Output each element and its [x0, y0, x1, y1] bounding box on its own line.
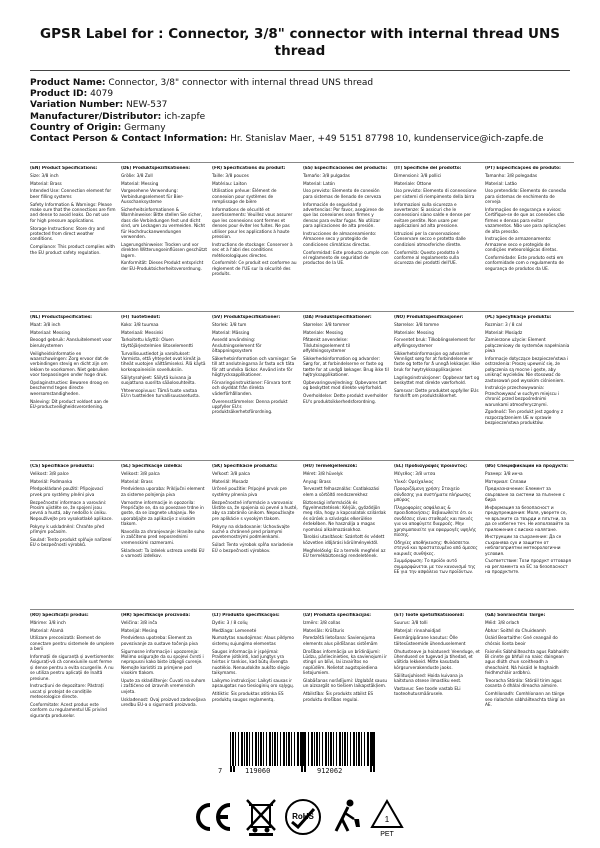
spec-text: Conformidad: Este producto cumple con el reglamento de seguridad de productos de la UE.: [303, 250, 389, 267]
spec-text: Materiale: Ottone: [394, 181, 432, 187]
label-title: GPSR Label for : Connector, 3/8" connector with internal thread UNS thread: [40, 26, 560, 59]
spec-text: Opbevaringsvejledning: Opbevares tørt og beskyttet mod direkte vejrforhold.: [303, 381, 387, 392]
spec-heading: (FI) Tuotetiedot:: [121, 315, 161, 320]
spec-heading: (HU) Termékjellemzők:: [303, 464, 358, 469]
spec-text: Materijal: Mesing: [121, 628, 158, 634]
info-row: [30, 78, 575, 89]
spec-cell: [303, 315, 389, 457]
spec-text: Drošības informācija un brīdinājumi: Lūdzu, pārliecinieties, ka savienojumi ir stingri un blīvi, lai izvairītos no noplūdēm. Nelietot augstspiediena lietojumiem.: [303, 649, 388, 677]
barcode-digits-mid: 119060: [242, 767, 273, 775]
spec-cell: [212, 166, 298, 308]
spec-text: Información de seguridad y advertencias: Por favor, asegúrese de que las conexiones sean firmes y densas para evitar fugas. No utilizar para aplicaciones de alta presión.: [303, 202, 384, 230]
pet-label: PET: [380, 831, 394, 837]
spec-text: Vastavus: See toode vastab ELi tooteohutusmäärusele.: [394, 686, 461, 698]
spec-heading: (HR) Specifikacije proizvoda:: [121, 613, 191, 618]
info-value: Germany: [124, 122, 166, 133]
barcode-digits-right: 912062: [314, 767, 345, 775]
spec-cell: [121, 315, 207, 457]
spec-text: Avsedd användning: Anslutningselement för öltappningssystem: [212, 338, 262, 355]
spec-cell: [394, 464, 480, 606]
spec-grid: [30, 162, 574, 758]
spec-cell: [30, 613, 116, 755]
barcode-digit-left: 7: [218, 767, 223, 775]
spec-text: Ábhar: Soithíl do Chuideamh: [485, 628, 546, 634]
spec-text: Koko: 3/8 tuumaa: [121, 322, 159, 328]
info-label: Product Name:: [30, 78, 106, 88]
spec-text: Predviđena upotreba: Element za povezivanje za sustave točenja piva: [121, 636, 198, 647]
rohs-label: RoHS: [292, 812, 314, 821]
spec-cell: [485, 315, 571, 457]
spec-text: Paredzētā lietošana: Savienojuma elements alus pildīšanas sistēmām: [303, 636, 378, 647]
spec-heading: (LT) Produkto specifikacijos:: [212, 613, 280, 618]
spec-text: Soulad: Tento produkt splňuje nařízení EU o bezpečnosti výrobků.: [30, 537, 112, 549]
spec-text: Uso pretendido: Elemento de conexão para sistemas de enchimento de cerveja: [485, 189, 567, 206]
spec-heading: (FR) Spécifications du produit:: [212, 166, 286, 171]
info-value: Connector, 3/8" connector with internal thread UNS thread: [108, 78, 374, 88]
rohs-icon: [284, 797, 322, 837]
spec-text: Veličina: 3/8 inča: [121, 620, 158, 626]
info-row: [30, 89, 575, 100]
spec-text: Συμμόρφωση: Το προϊόν αυτό συμμορφώνεται με τον κανονισμό της ΕΕ για την ασφάλεια των προϊόντων.: [394, 559, 476, 576]
spec-text: Velikost: 3/8 palca: [121, 471, 160, 477]
spec-text: Material: Alamă: [30, 628, 64, 634]
spec-text: Compliance: This product complies with the EU product safety regulation.: [30, 245, 115, 256]
spec-text: Informações de segurança e avisos: Certifique-se de que as conexões são firmes e densas para evitar vazamentos. Não use para aplicações de alta pressão.: [485, 208, 566, 235]
spec-text: Saugos informacija ir įspėjimai: Prašome įsitikinti, kad jungtys yra tvirtos ir tankios, kad būtų išvengta nuotėkio. Nenaudokite aukšto slėgio taikymams.: [212, 649, 290, 677]
spec-text: Størrelse: 3/8 tomme: [394, 322, 440, 328]
info-value: NEW-537: [126, 100, 168, 111]
spec-text: Uso previsto: Elemento di connessione per sistemi di riempimento della birra: [394, 189, 477, 200]
spec-text: Bezpečnostní informace a varování: Prosím ujistěte se, že spojení jsou pevná a hustá, aby nedošlo k úniku. Nepoužívejte pro vysokotlaké aplikace.: [30, 500, 113, 522]
spec-text: Dimensioni: 3/8 pollici: [394, 173, 442, 179]
spec-text: Opslaginstructies: Bewaren droog en beschermd tegen directe weersomstandigheden.: [30, 381, 109, 397]
spec-text: Größe: 3/8 Zoll: [121, 173, 153, 179]
spec-text: Säkerhetsinformation och varningar: Se till att anslutningarna är fasta och täta för att undvika läckor. Använd inte för högtrycksapplikationer.: [212, 357, 297, 379]
spec-text: Predvidena uporaba: Priključni element za sisteme polnjenja piva: [121, 487, 205, 498]
spec-text: Dydis: 3 / 8 colių: [212, 620, 248, 626]
spec-text: Matériau: Laiton: [212, 181, 247, 187]
spec-text: Intended Use: Connection element for beer filling systems: [30, 189, 112, 200]
spec-text: Navodila za shranjevanje: Hranite suho in zaščiteno pred neposrednimi vremenskimi razmerami.: [121, 530, 205, 546]
spec-text: Material: Latón: [303, 181, 335, 187]
spec-text: Upute za skladištenje: Čuvati na suhom i zaštićeno od izravnih vremenskih uvjeta.: [121, 679, 206, 695]
spec-text: Lagerungshinweise: Trocken und vor direkten Witterungseinflüssen geschützt lagern.: [121, 242, 207, 259]
spec-text: Veľkosť: 3/8 palca: [212, 471, 250, 477]
spec-cell: [303, 464, 389, 606]
spec-heading: (PT) Especificações do produto:: [485, 166, 561, 171]
spec-text: Materiaali: Messinki: [121, 330, 164, 336]
info-value: 4079: [90, 89, 114, 100]
spec-text: Utilizare preconizată: Element de conectare pentru sistemele de umplere a berii: [30, 636, 114, 653]
spec-text: Utilisation prévue: Élément de connexion pour systèmes de remplissage de bière: [212, 189, 277, 206]
spec-text: Överensstämmelse: Denna produkt uppfyller EU:s produktsäkerhetsförordning.: [212, 399, 288, 416]
pet-recycling-icon: [368, 797, 406, 837]
spec-text: Méret: 3/8 hüvelyk: [303, 471, 343, 477]
spec-text: Προοριζόμενη χρήση: Στοιχείο σύνδεσης για συστήματα πλήρωσης μπύρας: [394, 487, 471, 504]
spec-text: Материал: Сплави: [485, 479, 527, 485]
spec-text: Størrelse: 3/8 tommer: [303, 322, 350, 328]
spec-text: Съответствие: Този продукт отговаря на регламента на ЕС за безопасност на продуктите.: [485, 559, 571, 576]
tidyman-icon: [328, 797, 362, 837]
spec-text: Megfelelőség: Ez a termék megfelel az EU termékbiztonsági rendeletének.: [303, 548, 386, 560]
spec-text: Sicherheitsinformationen & Warnhinweise: Bitte stellen Sie sicher, dass die Verbindungen fest und dicht sind, um Leckagen zu vermeiden. Nicht für Hochdruckanwendungen verwenden.: [121, 208, 206, 241]
spec-heading: (ES) Especificaciones del producto:: [303, 166, 388, 171]
spec-text: Konformität: Dieses Produkt entspricht der EU-Produktsicherheitsverordnung.: [121, 261, 204, 272]
info-label: Contact Person & Contact Information:: [30, 134, 228, 145]
spec-text: Rozmiar: 3 / 8 cal: [485, 322, 522, 328]
spec-text: Mărime: 3/8 inch: [30, 620, 66, 626]
spec-text: Υλικό: Ορείχαλκος: [394, 479, 434, 485]
spec-text: Informații de siguranță și avertismente: Asigurați-vă că conexiunile sunt ferme și dense pentru a evita scurgerile. A nu se utiliza pentru aplicații de înaltă presiune.: [30, 655, 115, 682]
spec-heading: (GA) Sonraíochtaí Táirge:: [485, 613, 546, 618]
spec-text: Glabāšanas norādījumi: Uzglabāt sausu un aizsargāt no tiešiem laikapstākļiem.: [303, 679, 388, 690]
spec-text: Usklađenost: Ovaj proizvod zadovoljava uredbu EU-a o sigurnosti proizvoda.: [121, 697, 206, 709]
spec-text: Materiaal: Messing: [30, 330, 70, 336]
spec-text: Storlek: 3/8 tum: [212, 322, 247, 328]
spec-text: Skladnost: Ta izdelek ustreza uredbi EU o varnosti izdelkov.: [121, 548, 205, 560]
spec-text: Laikymo instrukcijos: Laikyti sausas ir apsaugotas nuo tiesioginių oro sąlygų.: [212, 679, 295, 690]
spec-heading: (LV) Produkta specifikācijas:: [303, 613, 371, 618]
spec-text: Tárolási utasítások: Szárított és védett közvetlen időjárási körülményektől.: [303, 535, 385, 546]
spec-row: [30, 162, 574, 311]
spec-heading: (EL) Προδιαγραφές προϊόντος:: [394, 464, 468, 469]
spec-text: Istruzioni per la conservazione: Conservare secco e protetto dalle condizioni atmosferiche dirette.: [394, 232, 466, 248]
spec-text: Tarkoitettu käyttö: Oluen täyttöjärjestelmien liitoselementti: [121, 338, 194, 349]
spec-text: Veiligheidsinformatie en waarschuwingen: Zorg ervoor dat de verbindingen stevig en dicht zijn om lekken te voorkomen. Niet gebruiken voor toepassingen onder hoge druk.: [30, 351, 109, 379]
info-value: Hr. Stanislav Maer, +49 5151 87798 10, kundenservice@ich-zapfe.de: [230, 134, 544, 145]
spec-text: Méid: 3/8 orlach: [485, 620, 520, 626]
spec-cell: [394, 613, 480, 755]
spec-text: Πληροφορίες ασφάλειας & προειδοποιήσεις: Βεβαιωθείτε ότι οι συνδέσεις είναι σταθερές και πυκνές για να αποφύγετε διαρροές. Μην χρησιμοποιείτε για εφαρμογές υψηλής πίεσης.: [394, 506, 477, 539]
spec-heading: (SL) Specifikacije izdelka:: [121, 464, 183, 469]
spec-text: Instrucțiuni de depozitare: Păstrați uscat și protejat de condițiile meteorologice directe.: [30, 684, 104, 701]
spec-text: Ohutusteave ja hoiatused: Veenduge, et ühendused on tugevad ja tihedad, et vältida lekkeid. Mitte kasutada kõrgsurverakenduste jaoks.: [394, 649, 480, 671]
spec-text: Instrucciones de almacenamiento: Almacene seco y protegido de condiciones climáticas directas.: [303, 232, 377, 248]
spec-text: Sikkerhetsinformasjon og advarsler: Vennligst sørg for at forbindelsene er faste og tette for å unngå lekkasjer. Ikke bruk for høytrykksapplikasjoner.: [394, 351, 480, 373]
spec-text: Velikost: 3/8 palce: [30, 471, 69, 477]
spec-text: Atbilstība: Šis produkts atbilst ES produktu drošības regulai.: [303, 692, 374, 703]
info-value: ich-zapfe: [164, 111, 206, 122]
info-row: [30, 100, 575, 111]
spec-text: Materiale: Messing: [303, 330, 343, 336]
pet-number: 1: [384, 815, 390, 824]
spec-cell: [121, 464, 207, 606]
spec-text: Material: Brass: [121, 479, 153, 485]
spec-text: Μέγεθος: 3/8 ιντσα: [394, 471, 436, 477]
spec-text: Turvallisuustiedot ja varoitukset: Varmista, että yhteydet ovat kireät ja tiheät vuotojen välttämiseksi. Älä käytä korkeapaineisiin sovelluksiin.: [121, 351, 206, 373]
info-row: [30, 134, 575, 145]
spec-text: Comhlíonadh: Comhlíonann an táirge seo rialachán sábháilteachta táirgí an AE.: [485, 692, 566, 709]
spec-text: Anyag: Brass: [303, 479, 331, 485]
spec-text: Conformidade: Este produto está em conformidade com o regulamento de segurança de produtos da UE.: [485, 256, 564, 272]
spec-text: Storage Instructions: Store dry and protected from direct weather conditions.: [30, 226, 105, 243]
spec-text: Předpokládané použití: Připojovací prvek pro systémy plnění piva: [30, 487, 104, 498]
spec-row: [30, 311, 574, 460]
spec-text: Izmērs: 3/8 collas: [303, 620, 341, 626]
spec-cell: [394, 315, 480, 457]
spec-text: Informacje dotyczące bezpieczeństwa i ostrzeżenia: Proszę upewnić się, że połączenia są mocne i gęste, aby uniknąć wycieków. Nie stosować do zastosowań pod wysokim ciśnieniem.: [485, 357, 569, 384]
spec-text: Pokyny k uskladnění: Chraňte před přímým počasím.: [30, 524, 105, 536]
spec-text: Zamierzone użycie: Element połączeniowy do systemów napełniania piwa: [485, 338, 570, 355]
spec-text: Οδηγίες αποθήκευσης: Φυλάσσεται στεγνό και προστατευμένο από άμεσες καιρικές συνθήκες.: [394, 540, 478, 557]
divider: [30, 70, 570, 71]
spec-heading: (PL) Specyfikacje produktu:: [485, 315, 552, 320]
spec-text: Instructions de stockage: Conserver à sec et à l'abri des conditions météorologiques directes.: [212, 242, 293, 259]
spec-text: Materiál: Podmanka: [30, 479, 73, 485]
spec-text: Conformité: Ce produit est conforme au règlement de l'UE sur la sécurité des produits.: [212, 261, 297, 278]
spec-text: Sigurnosne informacije i upozorenja: Molimo osigurajte da su spojevi čvrsti i nepropusni kako biste izbjegli curenje. Nemojte koristiti za primjene pod visokim tlakom.: [121, 649, 204, 677]
spec-text: Size: 3/8 inch: [30, 173, 59, 179]
spec-text: Overholdelse: Dette produkt overholder EU's produktsikkerhedsforordning.: [303, 394, 388, 405]
spec-text: Určené použitie: Prípojné prvok pre systémy plnenia piva: [212, 487, 287, 498]
spec-text: Safety Information & Warnings: Please make sure that the connections are firm and dense to avoid leaks. Do not use for high pressure applications.: [30, 202, 116, 224]
spec-text: Materiale: Messing: [394, 330, 434, 336]
spec-text: Materiał: Mosiądz: [485, 330, 523, 336]
ean-barcode: [218, 732, 382, 776]
spec-text: Súlad: Tento výrobok spĺňa nariadenie EÚ o bezpečnosti výrobkov.: [212, 543, 294, 554]
spec-cell: [303, 166, 389, 308]
spec-text: Forventet bruk: Tilkoblingselement for ølfyllingssystemer: [394, 338, 476, 349]
spec-text: Medžiaga: Lemenetė: [212, 628, 257, 634]
info-label: Product ID:: [30, 89, 88, 100]
spec-text: Informazioni sulla sicurezza e avvertenze: Si assicuri che le connessioni siano salde e dense per evitare perdite. Non usare per applicazioni ad alta pressione.: [394, 202, 471, 230]
spec-text: Úsáid Beartaithe: Gné ceangail do chórais líonta beoir: [485, 636, 558, 647]
info-row: [30, 112, 575, 123]
spec-text: Tervezett felhasználás: Csatlakozási elem a sörtöltő rendszerekhez: [303, 487, 380, 498]
spec-text: Vorgesehene Verwendung: Verbindungselement für Bier-Ausschanksysteme: [121, 189, 184, 206]
spec-cell: [394, 166, 480, 308]
info-label: Manufacturer/Distributor:: [30, 111, 162, 122]
spec-text: Информация за безопасност и предупреждения: Моля, уверете се, че връзките са твърди и плътни, за да се избегне теч. Не използвайте за приложения с високо налягане.: [485, 506, 570, 533]
spec-text: Zgodność: Ten produkt jest zgodny z rozporządzeniem UE w sprawie bezpieczeństwa produktów.: [485, 410, 563, 427]
spec-heading: (SK) Špecifikácie produktu:: [212, 464, 278, 469]
product-info: [30, 78, 575, 145]
spec-cell: [121, 613, 207, 755]
spec-text: Instrukcje przechowywania: Przechowywać w suchym miejscu i chronić przed bezpośrednimi warunkami atmosferycznymi.: [485, 386, 560, 408]
ce-mark-icon: [192, 797, 234, 837]
spec-text: Предназначение: Елемент за свързване за системи за пълнене с бира: [485, 487, 565, 504]
spec-text: Material: Mässing: [212, 330, 250, 336]
spec-text: Conformità: Questo prodotto è conforme al regolamento sulla sicurezza dei prodotti dell'UE.: [394, 250, 460, 267]
spec-text: Säilitusjuhised: Hoida kuivana ja kaitstuna otsese ilmastiku eest.: [394, 673, 463, 685]
spec-text: Material: Latão: [485, 181, 517, 187]
spec-heading: (DE) Produktspezifikationen:: [121, 166, 191, 171]
spec-text: Förvaringsinstruktioner: Förvara torrt och skyddat från direkta väderförhållanden.: [212, 381, 291, 397]
spec-text: Eesmärgipärane kasutus: Õlle täitesüsteemide ühenduselement: [394, 636, 466, 647]
spec-text: Biztonsági információk és figyelmeztetések: Kérjük, győződjön meg róla, hogy a kapcsolatok szilárdak és sűrűek a szivárgás elkerülése érdekében. Ne használja a magas nyomású alkalmazásokhoz.: [303, 500, 386, 533]
spec-cell: [485, 613, 571, 755]
spec-text: Beoogd gebruik: Aansluitelement voor bierulsystemen: [30, 338, 112, 349]
spec-text: Materiál: Mosadz: [212, 479, 249, 485]
spec-cell: [485, 166, 571, 308]
spec-text: Conformitate: Acest produs este conform cu regulamentul UE privind siguranța produselor.: [30, 703, 107, 719]
spec-text: Yhteensopivuus: Tämä tuote vastaa EU:n tuotteiden turvallisuusasetusta.: [121, 388, 200, 400]
spec-text: Размер: 3/8 инча: [485, 471, 523, 477]
spec-row: [30, 460, 574, 609]
spec-text: Påtænkt anvendelse: Tilslutningselement til ølfyldningssystemer: [303, 338, 350, 355]
spec-text: Lagringsinstruksjoner: Oppbevar tørt og beskyttet mot direkte værforhold.: [394, 375, 480, 387]
spec-heading: (DA) Produktspecifikationer:: [303, 315, 372, 320]
spec-text: Sikkerhedsinformation og advarsler: Sørg for, at forbindelserne er faste og tætte for at undgå lækager. Brug ikke til højtryksapplikationer.: [303, 357, 389, 379]
spec-text: Atitiktis: Šis produktas atitinka ES produktų saugos reglamentą.: [212, 692, 284, 703]
spec-text: Varnostne informacije in opozorila: Prepričajte se, da so povezave trdne in goste, da se izognete uhajanju. Ne uporabljajte za aplikacije z visokim tlakom.: [121, 500, 204, 528]
spec-cell: [212, 464, 298, 606]
spec-text: Material: Brass: [30, 181, 62, 187]
spec-text: Faisnéis Sábháilteachta agus Rabhaidh: Bí cinnte go bhfuil na naisc daingean agus dlúth chun sceitheadh a sheachaint. Ná húsáid le haghaidh feidhmchláir ardbhrú.: [485, 649, 570, 677]
spec-cell: [30, 464, 116, 606]
spec-text: Taille: 3/8 pouces: [212, 173, 249, 179]
spec-heading: (BG) Спецификации на продукта:: [485, 464, 568, 469]
spec-cell: [212, 315, 298, 457]
spec-text: Säilytysohjeet: Säilytä kuivana ja suojattuna suorilta sääolosuhteilta.: [121, 375, 196, 387]
spec-text: Instruções de armazenamento: Armazene seco e protegido de condições meteorológicas diretas.: [485, 237, 558, 254]
spec-text: Informations de sécurité et avertissements: Veuillez vous assurer que les connexions sont fermes et denses pour éviter les fuites. Ne pas utiliser pour les applications à haute pression.: [212, 208, 293, 241]
info-label: Variation Number:: [30, 100, 124, 111]
spec-heading: (RO) Specificații produs:: [30, 613, 89, 618]
info-label: Country of Origin:: [30, 122, 122, 133]
spec-cell: [121, 166, 207, 308]
spec-text: Tamaño: 3/8 pulgadas: [303, 173, 350, 179]
spec-text: Treoracha Stórála: Stóráil tirim agus cosanta ó dhálaí díreacha aimsire.: [485, 679, 562, 690]
spec-text: Materjal: rinnahoidjad: [394, 628, 441, 634]
spec-text: Samsvar: Dette produktet oppfyller EUs forskrift om produktsikkerhet.: [394, 388, 479, 400]
spec-cell: [30, 166, 116, 308]
spec-text: Materiāls: Krūšturis: [303, 628, 345, 634]
info-row: [30, 123, 575, 134]
spec-text: Uso previsto: Elemento de conexión para sistemas de llenado de cerveza: [303, 189, 382, 200]
spec-text: Tamanho: 3/8 polegadas: [485, 173, 538, 179]
recycle-bin-icon: [244, 797, 278, 837]
spec-cell: [30, 315, 116, 457]
spec-text: Naleving: Dit product voldoet aan de EU-productveiligheidsverordening.: [30, 399, 109, 411]
spec-text: Maat: 3/8 inch: [30, 322, 61, 328]
spec-text: Pokyny na skladovanie: Uchovávajte suché a chránené pred priamymi poveternostnými podmienkami.: [212, 524, 290, 541]
spec-heading: (SV) Produktspecifikationer:: [212, 315, 281, 320]
compliance-icons: [0, 797, 600, 837]
spec-text: Numatytas naudojimas: Alaus pildymo sistemų sujungimo elementas: [212, 636, 294, 647]
spec-heading: (NL) Productspecificaties:: [30, 315, 92, 320]
spec-text: Suurus: 3/8 tolli: [394, 620, 428, 626]
spec-heading: (IT) Specifiche del prodotto:: [394, 166, 462, 171]
spec-heading: (CS) Specifikace produktu:: [30, 464, 95, 469]
spec-heading: (EN) Product Specifications:: [30, 166, 98, 171]
spec-text: Material: Messing: [121, 181, 159, 187]
spec-heading: (ET) Toote spetsifikatsioonid:: [394, 613, 465, 618]
spec-heading: (NO) Produktspesifikasjoner:: [394, 315, 464, 320]
spec-text: Bezpečnostné informácie a varovania: Uistite sa, že spojenia sú pevné a husté, aby sa zabránilo únikom. Nepoužívajte pre aplikácie s vysokým tlakom.: [212, 500, 298, 522]
spec-cell: [485, 464, 571, 606]
spec-text: Инструкции за съхранение: Да се съхранява сух и защитен от неблагоприятни метеорологични условия.: [485, 535, 562, 557]
